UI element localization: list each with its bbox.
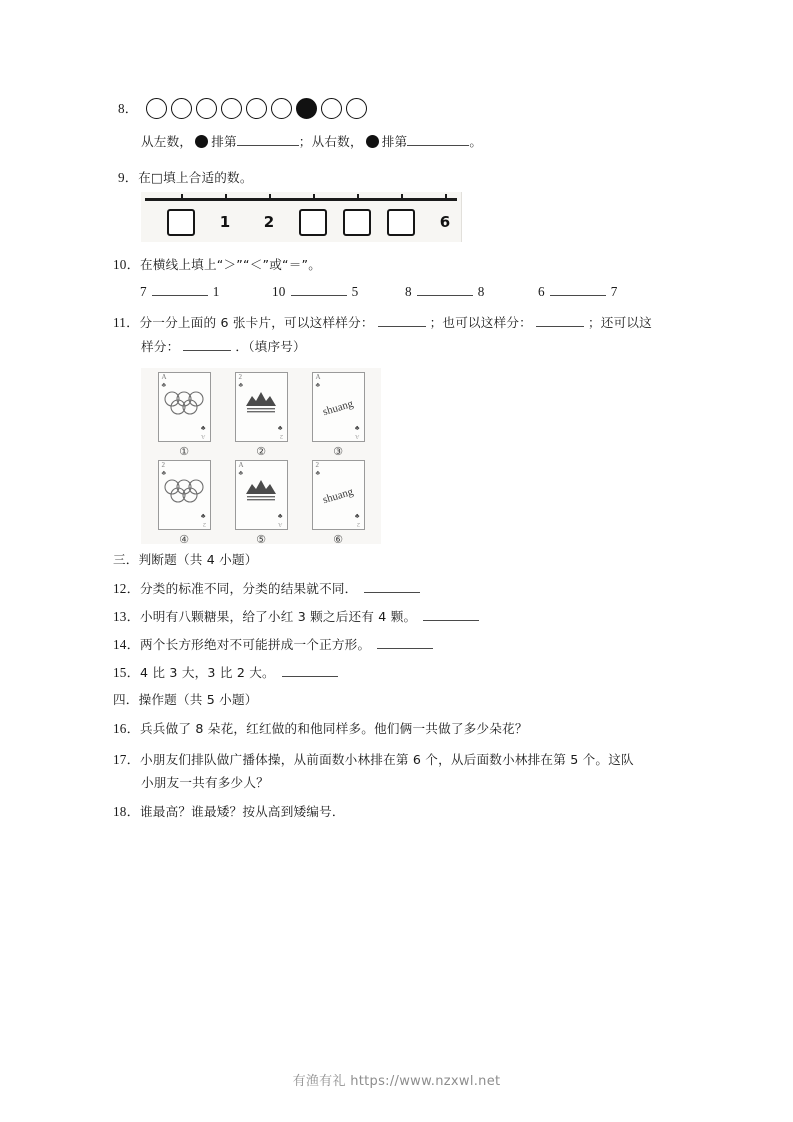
comparison-1-left: 7 [140,284,147,299]
question-11-line-2 [141,337,306,357]
number-line-axis [145,198,457,201]
number-line-cell-4[interactable] [293,208,333,236]
q8-text-rank-2: 排第 [381,134,408,149]
axis-tick-7 [445,194,447,199]
question-13-text: 小明有八颗糖果，给了小红 3 颗之后还有 4 颗。 [139,609,417,624]
question-14-number: 14． [113,637,140,652]
playing-card [158,460,211,530]
card-rank-label: 2 [161,461,165,469]
card-rank-label: 2 [238,373,242,381]
q11-text-b: ；也可以这样分： [429,315,532,330]
card-rank-label-corner: 2 [279,433,283,439]
card-rank-label-corner: A [278,521,283,527]
q8-answer-blank-1[interactable] [237,145,299,146]
card-4-label: ④ [179,533,189,546]
question-18-text: 谁最高？谁最矮？按从高到矮编号． [139,804,345,819]
playing-card [235,372,288,442]
question-8-number: 8． [118,101,139,116]
filled-dot-icon-2 [366,135,379,148]
filled-dot-icon [195,135,208,148]
circle-7-filled [296,98,317,119]
comparison-4 [538,282,618,302]
playing-card [312,460,365,530]
card-5 [230,460,292,546]
q11-text-e: ．（填序号） [235,339,306,354]
card-6-label: ⑥ [333,533,343,546]
comparison-1 [140,282,220,302]
club-suit-icon-corner: ♣ [277,424,283,432]
question-8-subprompt [141,133,482,152]
question-18 [113,802,345,822]
circle-4 [221,98,242,119]
question-18-number: 18． [113,804,140,819]
comparison-4-left: 6 [538,284,545,299]
comparison-3-blank[interactable] [417,295,473,296]
question-14-answer-blank[interactable] [377,648,433,649]
question-9-line [118,168,253,188]
q11-text-d: 样分： [141,339,180,354]
question-15 [113,663,338,683]
club-suit-icon: ♣ [315,469,321,477]
question-17-text-line-2: 小朋友一共有多少人？ [141,775,269,790]
answer-box-4[interactable] [387,209,415,236]
number-label-2: 2 [263,213,275,231]
circle-8 [321,98,342,119]
section-4-heading: 四．操作题（共 5 小题） [113,692,258,707]
section-3-heading: 三．判断题（共 4 小题） [113,552,258,567]
question-17-line-1 [113,750,634,770]
question-15-answer-blank[interactable] [282,676,338,677]
card-4 [153,460,215,546]
club-suit-icon-corner: ♣ [354,424,360,432]
card-rank-label: A [238,461,244,469]
answer-box-2[interactable] [299,209,327,236]
question-9-number-line-figure [141,192,462,242]
q8-text-rank-1: 排第 [211,134,237,149]
question-12-text: 分类的标准不同，分类的结果就不同． [139,581,358,596]
club-suit-icon-corner: ♣ [200,512,206,520]
answer-box-1[interactable] [167,209,195,236]
question-8-circle-row [146,98,367,119]
card-1 [153,372,215,458]
card-rank-label: 2 [315,461,319,469]
q8-text-separator: ；从右数， [298,134,363,149]
question-13-number: 13． [113,609,140,624]
axis-tick-3 [269,194,271,199]
club-suit-icon: ♣ [315,381,321,389]
question-14-text: 两个长方形绝对不可能拼成一个正方形。 [139,637,371,652]
circle-6 [271,98,292,119]
comparison-4-right: 7 [610,284,618,299]
q11-text-c: ；还可以这 [587,315,652,330]
number-label-6: 6 [439,213,451,231]
question-9-prompt: 在□填上合适的数。 [138,170,253,185]
club-suit-icon: ♣ [161,381,167,389]
comparison-2 [272,282,358,302]
shuang-text: shuang [321,398,355,419]
comparison-4-blank[interactable] [550,295,606,296]
answer-box-3[interactable] [343,209,371,236]
q11-answer-blank-2[interactable] [536,326,584,327]
number-label-1: 1 [219,213,231,231]
axis-tick-2 [225,194,227,199]
q11-answer-blank-1[interactable] [378,326,426,327]
card-2 [230,372,292,458]
q8-text-from-left: 从左数， [141,134,193,149]
circle-2 [171,98,192,119]
card-rank-label: A [161,373,167,381]
club-suit-icon-corner: ♣ [354,512,360,520]
card-rank-label-corner: 2 [202,521,206,527]
comparison-2-right: 5 [351,284,359,299]
card-rank-label-corner: A [355,433,360,439]
club-suit-icon: ♣ [238,381,244,389]
comparison-2-blank[interactable] [291,295,347,296]
question-16-text: 兵兵做了 8 朵花，红红做的和他同样多。他们俩一共做了多少朵花？ [139,721,528,736]
question-11-card-figure [141,368,381,544]
number-line-cell-7 [425,208,465,237]
axis-tick-5 [357,194,359,199]
card-1-label: ① [179,445,189,458]
comparison-3 [405,282,485,302]
number-line-cell-5[interactable] [337,208,377,236]
q11-answer-blank-3[interactable] [183,350,231,351]
question-17-number: 17． [113,752,140,767]
number-line-cells [145,208,457,240]
card-rank-label: A [315,373,321,381]
question-12-number: 12． [113,581,140,596]
club-suit-icon: ♣ [161,469,167,477]
axis-tick-1 [181,194,183,199]
comparison-1-blank[interactable] [152,295,208,296]
card-3 [307,372,369,458]
q11-text-a: 分一分上面的 6 张卡片，可以这样样分： [139,315,374,330]
question-13 [113,607,479,627]
card-3-label: ③ [333,445,343,458]
axis-tick-4 [313,194,315,199]
card-5-label: ⑤ [256,533,266,546]
question-10-prompt: 在横线上填上“＞”“＜”或“＝”。 [139,257,322,272]
number-line-cell-2 [205,208,245,237]
club-suit-icon-corner: ♣ [200,424,206,432]
q8-answer-blank-2[interactable] [407,145,469,146]
playing-card [312,372,365,442]
question-10-line [113,255,321,275]
question-14 [113,635,433,655]
circle-3 [196,98,217,119]
club-suit-icon-corner: ♣ [277,512,283,520]
question-16 [113,719,528,739]
club-suit-icon: ♣ [238,469,244,477]
question-10-number: 10． [113,257,140,272]
question-11-number: 11． [113,315,140,330]
circle-1 [146,98,167,119]
comparison-1-right: 1 [212,284,220,299]
card-rank-label-corner: A [201,433,206,439]
question-13-answer-blank[interactable] [423,620,479,621]
axis-tick-6 [401,194,403,199]
number-line-cell-6[interactable] [381,208,421,236]
circle-9 [346,98,367,119]
card-6 [307,460,369,546]
number-line-cell-1[interactable] [161,208,201,236]
question-9-number: 9． [118,170,139,185]
q8-text-period: 。 [469,134,483,149]
question-15-text: 4 比 3 大，3 比 2 大。 [139,665,275,680]
comparison-3-left: 8 [405,284,412,299]
comparison-2-left: 10 [272,284,286,299]
footer-watermark: 有渔有礼 https://www.nzxwl.net [292,1074,501,1089]
card-rank-label-corner: 2 [356,521,360,527]
question-11-line-1 [113,313,652,333]
comparison-3-right: 8 [477,284,485,299]
playing-card [158,372,211,442]
playing-card [235,460,288,530]
question-15-number: 15． [113,665,140,680]
shuang-text: shuang [321,486,355,507]
question-12 [113,579,420,599]
circle-5 [246,98,267,119]
card-2-label: ② [256,445,266,458]
question-17-text-line-1: 小朋友们排队做广播体操，从前面数小林排在第 6 个，从后面数小林排在第 5 个。这队 [139,752,634,767]
question-16-number: 16． [113,721,140,736]
number-line-cell-3 [249,208,289,237]
question-12-answer-blank[interactable] [364,592,420,593]
